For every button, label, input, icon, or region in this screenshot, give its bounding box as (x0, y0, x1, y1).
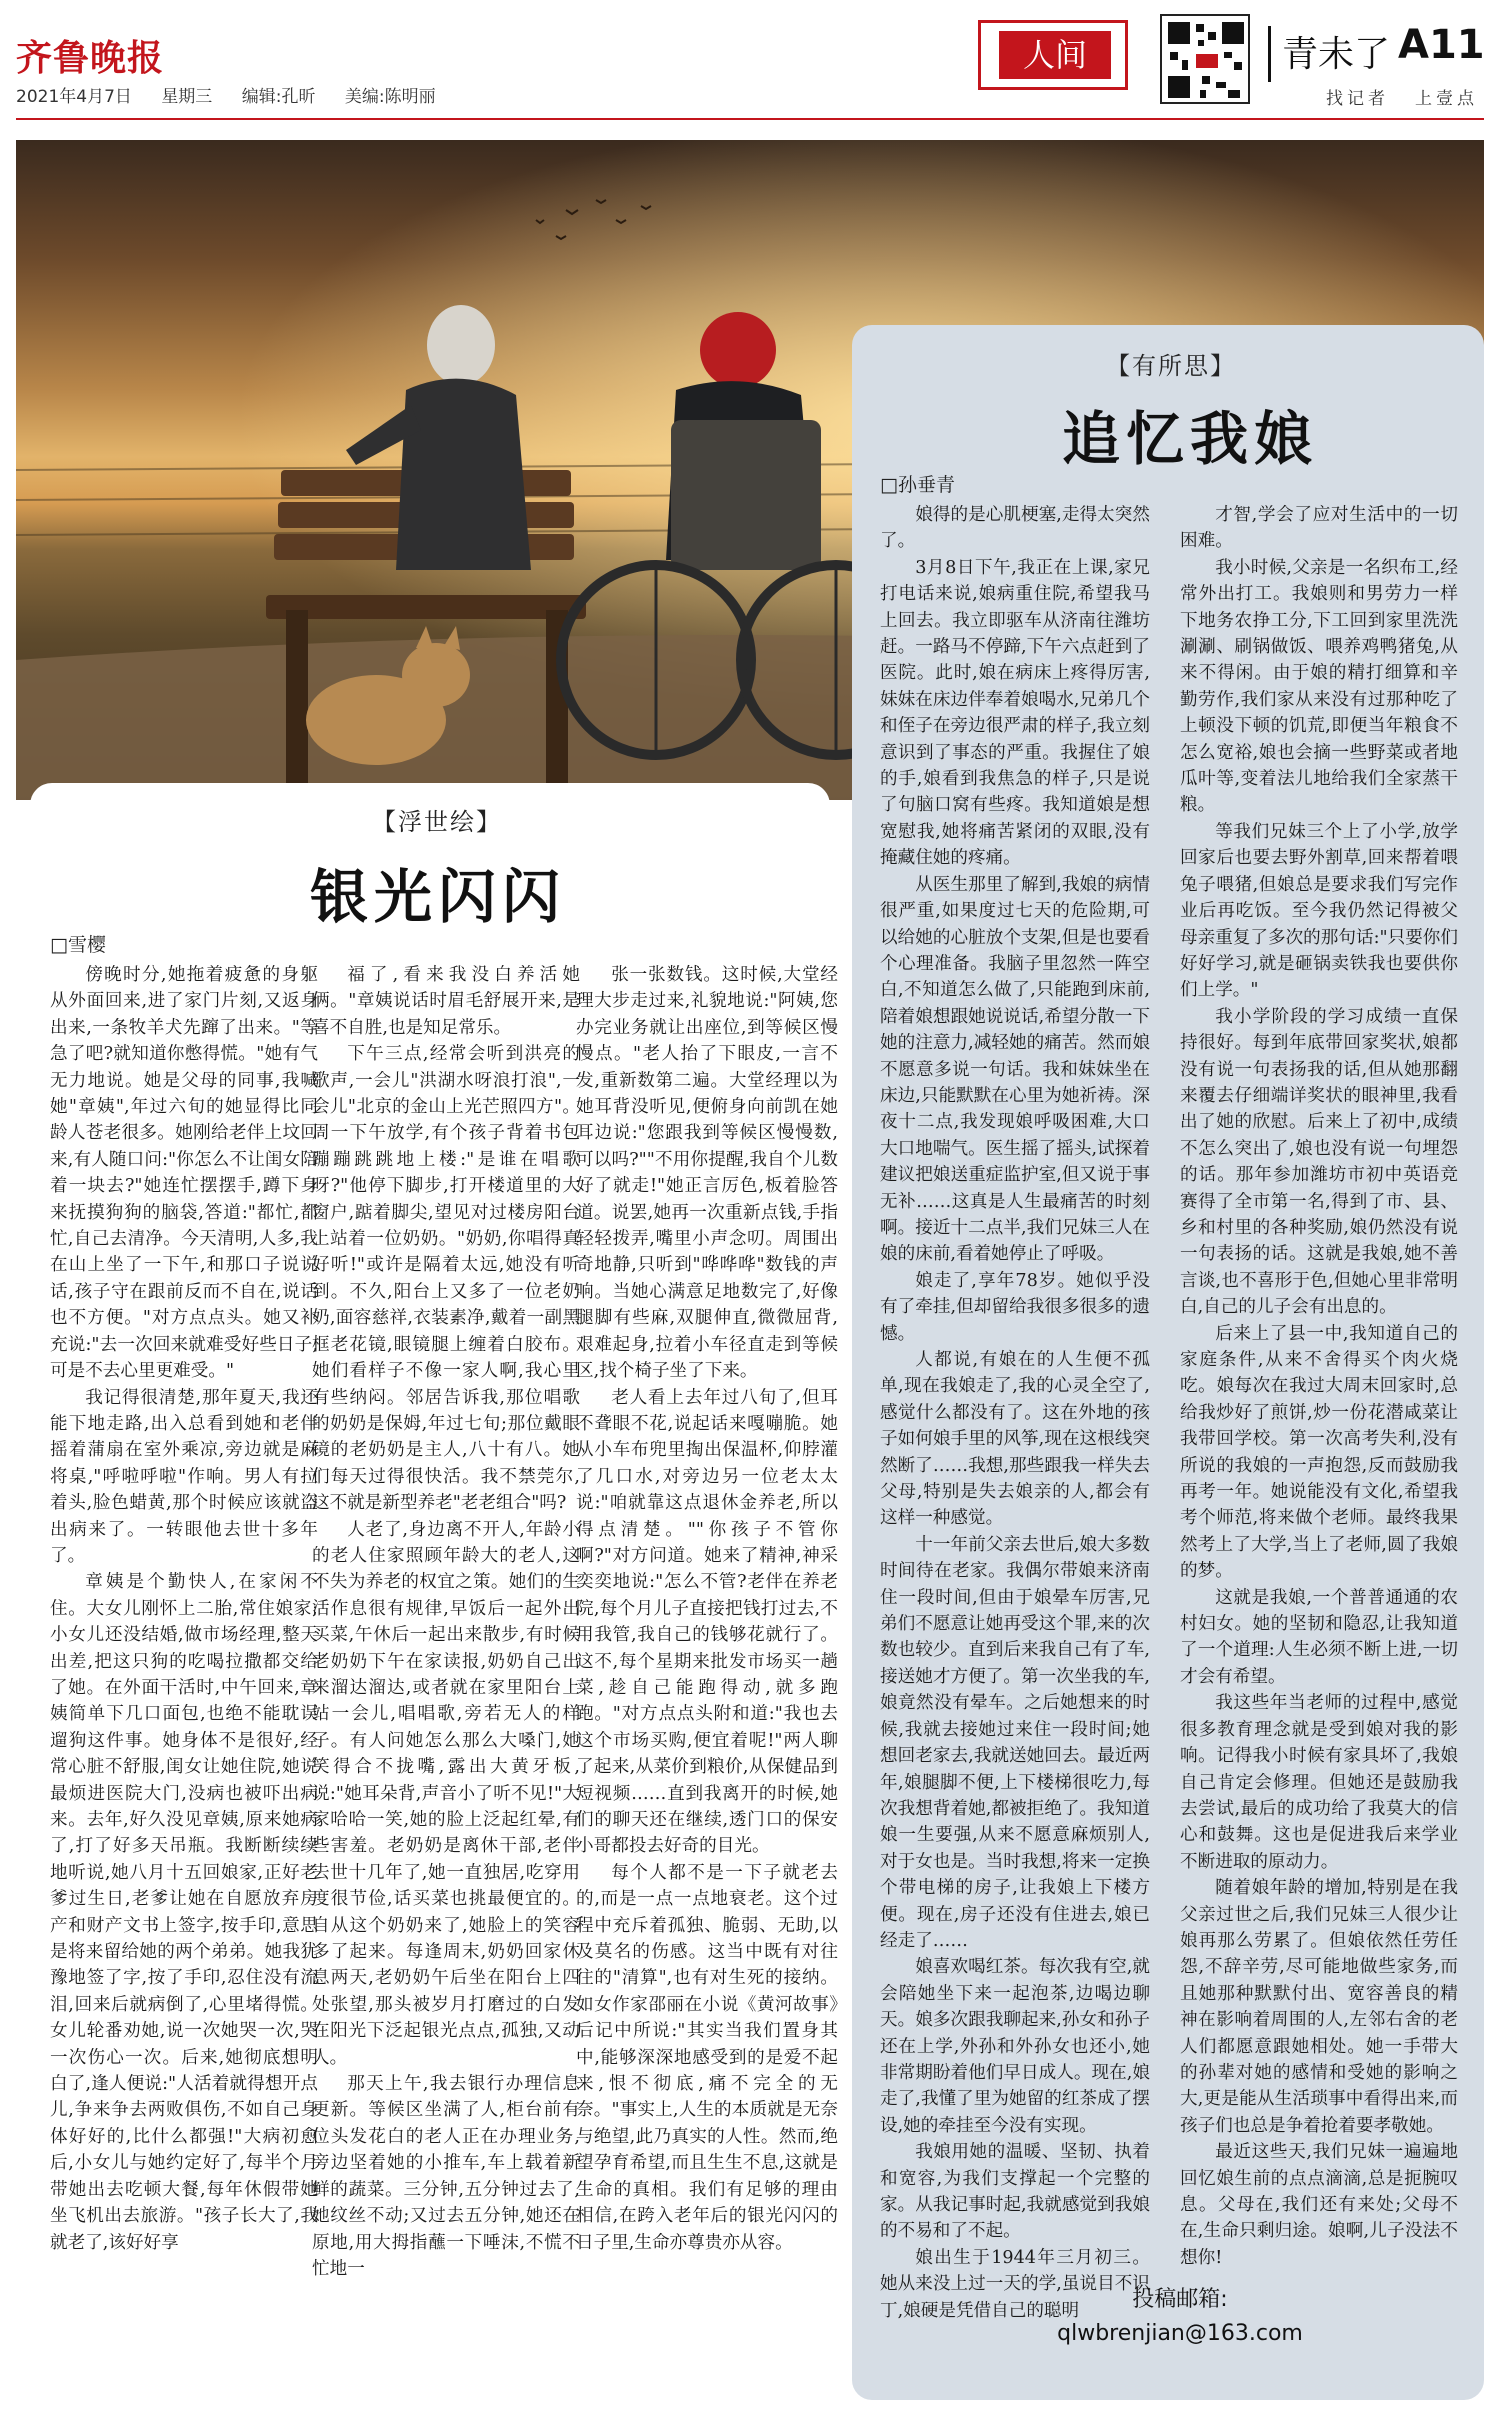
article-right-column-1 (880, 502, 1150, 2321)
header-vertical-rule (1268, 26, 1271, 82)
article-paragraph: 张一张数钱。这时候,大堂经理大步走过来,礼貌地说:"阿姨,您办完业务就让出座位,到等候区慢慢点。"老人抬了下眼皮,一言不发,重新数第二遍。大堂经理以为她耳背没听见,便俯身向前凯在她耳边说:"您跟我到等候区慢慢数,可以吗?""不用你提醒,我自个儿数好了就走!"她正言厉色,板着脸答道。说罢,她再一次重新点钱,手指轻轻拨弄,嘴里小声念叨。周围出奇地静,只听到"哗哗哗"数钱的声响。当她心满意足地数完了,好像腿脚有些麻,双腿伸直,微微屈背,艰难起身,拉着小车径直走到等候区,找个椅子坐了下来。 (576, 965, 838, 1382)
article-paragraph: 章姨是个勤快人,在家闲不住。大女儿刚怀上二胎,常住娘家;小女儿还没结婚,做市场经理,整天出差,把这只狗的吃喝拉撒都交给了她。在外面干活时,中午回来,章姨简单下几口面包,也绝不能耽误遛狗这件事。她身体不是很好,经常心脏不舒服,闺女让她住院,她说最烦进医院大门,没病也被吓出病来。去年,好久没见章姨,原来她病了,打了好多天吊瓶。我断断续续地听说,她八月十五回娘家,正好老爹过生日,老爹让她在自愿放弃房产和财产文书上签字,按手印,意思是将来留给她的两个弟弟。她我犹豫地签了字,按了手印,忍住没有流泪,回来后就病倒了,心里堵得慌。女儿轮番劝她,说一次她哭一次,哭一次伤心一次。后来,她彻底想明白了,逢人便说:"人活着就得想开点儿,争来争去两败俱伤,不如自己身体好好的,比什么都强!"大病初愈后,小女儿与她约定好了,每半个月带她出去吃顿大餐,每年休假带她坐飞机出去旅游。"孩子长大了,我就老了,该好好享 (50, 1572, 318, 2253)
article-right-column-2 (1180, 502, 1458, 2267)
article-right-byline: □孙垂青 (880, 474, 955, 496)
issue-weekday: 星期三 (161, 87, 213, 107)
article-paragraph: 从医生那里了解到,我娘的病情很严重,如果度过七天的危险期,可以给她的心脏放个支架,但是也要看个心理准备。我脑子里忽然一阵空白,不知道怎么做了,只能跑到床前,陪着娘想跟她说说话,希望分散一下她的注意力,减轻她的痛苦。然而娘不愿意多说一句话。我和妹妹坐在床边,只能默默在心里为她祈祷。深夜十二点,我发现娘呼吸困难,大口大口地喘气。医生摇了摇头,试探着建议把娘送重症监护室,但又说于事无补……这真是人生最痛苦的时刻啊。接近十二点半,我们兄妹三人在娘的床前,看着她停止了呼吸。 (880, 874, 1150, 1265)
issue-date: 2021年4月7日 (16, 87, 132, 107)
reporter-label: 找记者 (1326, 89, 1389, 109)
article-paragraph: 我娘用她的温暖、坚韧、执着和宽容,为我们支撑起一个完整的家。从我记事时起,我就感觉到我娘的不易和了不起。 (880, 2142, 1150, 2242)
article-paragraph: 这就是我娘,一个普普通通的农村妇女。她的坚韧和隐忍,让我知道了一个道理:人生必须不断上进,一切才会有希望。 (1180, 1587, 1458, 1687)
qr-code-icon (1160, 14, 1250, 104)
article-left-kicker: 【浮世绘】 (372, 808, 502, 836)
article-paragraph: 随着娘年龄的增加,特别是在我父亲过世之后,我们兄妹三人很少让娘再那么劳累了。但娘依然任劳任怨,不辞辛劳,尽可能地做些家务,而且她那种默默付出、宽容善良的精神在影响着周围的人,左邻右舍的老人们都愿意跟她相处。她一手带大的孙辈对她的感情和受她的影响之大,更是能从生活琐事中看得出来,而孩子们也总是争着抢着要孝敬她。 (1180, 1878, 1458, 2136)
reporter-action: 上壹点 (1415, 89, 1478, 109)
article-left-headline: 银光闪闪 (310, 863, 567, 931)
article-paragraph: 娘得的是心肌梗塞,走得太突然了。 (880, 505, 1150, 552)
article-paragraph: 每个人都不是一下子就老去的,而是一点一点地衰老。这个过程中充斥着孤独、脆弱、无助,以及莫名的伤感。这当中既有对往往的"清算",也有对生死的接纳。如女作家邵丽在小说《黄河故事》后记中所说:"其实当我们置身其中,能够深深地感受到的是爱不起来,恨不彻底,痛不完全的无奈。"事实上,人生的本质就是无奈与绝望,此乃真实的人性。然而,绝望孕育希望,而且生生不息,这就是生命的真相。我们有足够的理由相信,在跨入老年后的银光闪闪的日子里,生命亦尊贵亦从容。 (576, 1862, 838, 2253)
article-paragraph: 下午三点,经常会听到洪亮的歌声,一会儿"洪湖水呀浪打浪",一会儿"北京的金山上光芒照四方"。周一下午放学,有个孩子背着书包蹦蹦跳跳地上楼:"是谁在唱歌呀?"他停下脚步,打开楼道里的大窗户,踮着脚尖,望见对过楼房阳台上站着一位奶奶。"奶奶,你唱得真好听!"或许是隔着太远,她没有听到。不久,阳台上又多了一位老奶奶,面容慈祥,衣装素净,戴着一副黑框老花镜,眼镜腿上缠着白胶布。她们看样子不像一家人啊,我心里有些纳闷。邻居告诉我,那位唱歌的奶奶是保姆,年过七旬;那位戴眼镜的老奶奶是主人,八十有八。她们每天过得很快活。我不禁莞尔,这不就是新型养老"老老组合"吗? (312, 1044, 580, 1514)
article-paragraph: 那天上午,我去银行办理信息更新。等候区坐满了人,柜台前有位头发花白的老人正在办理业务,旁边坚着她的小推车,车上载着新鲜的蔬菜。三分钟,五分钟过去了,她纹丝不动;又过去五分钟,她还在原地,用大拇指蘸一下唾沫,不慌不忙地一 (312, 2074, 580, 2279)
page-name: 青未了 (1282, 34, 1391, 75)
article-paragraph: 我小时候,父亲是一名织布工,经常外出打工。我娘则和男劳力一样下地务农挣工分,下工回到家里洗洗涮涮、刷锅做饭、喂养鸡鸭猪兔,从来不得闲。由于娘的精打细算和辛勤劳作,我们家从来没有过那种吃了上顿没下顿的饥荒,即便当年粮食不怎么宽裕,娘也会摘一些野菜或者地瓜叶等,变着法儿地给我们全家蒸干粮。 (1180, 557, 1458, 816)
article-left-column-1 (50, 962, 318, 2402)
article-paragraph: 十一年前父亲去世后,娘大多数时间待在老家。我偶尔带娘来济南住一段时间,但由于娘晕车厉害,兄弟们不愿意让她再受这个罪,来的次数也较少。直到后来我自己有了车,接送她才方便了。第一次坐我的车,娘竟然没有晕车。之后她想来的时候,我就去接她过来住一段时间;她想回老家去,我就送她回去。最近两年,娘腿脚不便,上下楼梯很吃力,每次我想背着她,都被拒绝了。我知道娘一生要强,从来不愿意麻烦别人,对于女也是。当时我想,将来一定换个带电梯的房子,让我娘上下楼方便。现在,房子还没有住进去,娘已经走了…… (880, 1534, 1150, 1951)
submission-email[interactable]: qlwbrenjian@163.com (1057, 2321, 1303, 2346)
header-divider (16, 118, 1484, 120)
reporter-hotline (1300, 84, 1478, 109)
designer-credit: 美编:陈明丽 (344, 87, 436, 107)
article-paragraph: 傍晚时分,她拖着疲惫的身躯从外面回来,进了家门片刻,又返身出来,一条牧羊犬先蹿了出来。"等急了吧?就知道你憋得慌。"她有气无力地说。她是父母的同事,我喊她"章姨",年过六旬的她显得比同龄人苍老很多。她刚给老伴上坟回来,有人随口问:"你怎么不让闺女陪着一块去?"她连忙摆摆手,蹲下身来抚摸狗狗的脑袋,答道:"都忙,都忙,自己去清净。今天清明,人多,我在山上坐了一下午,和那口子说说话,孩子守在跟前反而不自在,说话也不方便。"对方点点头。她又补充说:"去一次回来就难受好些日子,可是不去心里更难受。" (50, 965, 318, 1382)
submission-label: 投稿邮箱: (1132, 2287, 1228, 2312)
article-paragraph: 人都说,有娘在的人生便不孤单,现在我娘走了,我的心灵全空了,感觉什么都没有了。这在外地的孩子如何娘手里的风筝,现在这根线突然断了……我想,那些跟我一样失去父母,特别是失去娘亲的人,都会有这样一种感觉。 (880, 1350, 1150, 1529)
page-number: A11 (1398, 22, 1485, 68)
article-paragraph: 后来上了县一中,我知道自己的家庭条件,从来不舍得买个肉火烧吃。娘每次在我过大周末回家时,总给我炒好了煎饼,炒一份花潜咸菜让我带回学校。第一次高考失利,没有所说的我娘的一声抱怨,反而鼓励我再考一年。她说能没有文化,希望我考个师范,将来做个老师。最终我果然考上了大学,当上了老师,圆了我娘的梦。 (1180, 1323, 1458, 1582)
article-paragraph: 福了,看来我没白养活她俩。"章姨说话时眉毛舒展开来,是喜不自胜,也是知足常乐。 (312, 965, 580, 1038)
qr-brand-mark (1196, 54, 1218, 68)
article-left-column-2 (312, 962, 580, 2402)
section-tag (978, 20, 1128, 90)
article-paragraph: 我小学阶段的学习成绩一直保持很好。每到年底带回家奖状,娘都没有说一句表扬我的话,但从她那翻来覆去仔细端详奖状的眼神里,我看出了她的欣慰。后来上了初中,成绩不怎么突出了,娘也没有说一句埋怨的话。那年参加潍坊市初中英语竞赛得了全市第一名,得到了市、县、乡和村里的各种奖励,娘仍然没有说一句表扬的话。这就是我娘,她不善言谈,也不喜形于色,但她心里非常明白,自己的儿子会有出息的。 (1180, 1006, 1458, 1318)
article-right-headline: 追忆我娘 (1062, 405, 1319, 473)
newspaper-masthead: 齐鲁晚报 (16, 37, 165, 79)
article-paragraph: 等我们兄妹三个上了小学,放学回家后也要去野外割草,回来帮着喂兔子喂猪,但娘总是要求我们写完作业后再吃饭。至今我仍然记得被父母亲重复了多次的那句话:"只要你们好好学习,就是砸锅卖铁我也要供你们上学。" (1180, 821, 1458, 1001)
article-left-byline: □雪樱 (50, 934, 106, 956)
article-right-kicker: 【有所思】 (1106, 352, 1236, 380)
article-paragraph: 最近这些天,我们兄妹一遍遍地回忆娘生前的点点滴滴,总是扼腕叹息。父母在,我们还有来处;父母不在,生命只剩归途。娘啊,儿子没法不想你! (1180, 2142, 1458, 2268)
article-paragraph: 才智,学会了应对生活中的一切困难。 (1180, 505, 1458, 552)
section-name: 人间 (999, 31, 1111, 79)
article-paragraph: 我这些年当老师的过程中,感觉很多教育理念就是受到娘对我的影响。记得我小时候有家具坏了,我娘自己肯定会修理。但她还是鼓励我去尝试,最后的成功给了我莫大的信心和鼓舞。这也是促进我后来学业不断进取的原动力。 (1180, 1693, 1458, 1872)
article-left-column-3 (576, 962, 838, 2402)
article-paragraph: 老人看上去年过八旬了,但耳不聋眼不花,说起话来嘎嘣脆。她从小车布兜里掏出保温杯,仰脖灌了几口水,对旁边另一位老太太说:"咱就靠这点退休金养老,所以得点清楚。""你孩子不管你啊?"对方问道。她来了精神,神采奕奕地说:"怎么不管?老伴在养老院,每个月儿子直接把钱打过去,不用我管,我自己的钱够花就行了。这不,每个星期来批发市场买一趟菜,趁自己能跑得动,就多跑跑。"对方点点头附和道:"我也去这个市场买购,便宜着呢!"两人聊了起来,从菜价到粮价,从保健品到短视频……直到我离开的时候,她们的聊天还在继续,透门口的保安小哥都投去好奇的目光。 (576, 1387, 838, 1857)
article-paragraph: 人老了,身边离不开人,年龄小的老人住家照顾年龄大的老人,这不失为养老的权宜之策。她们的生活作息很有规律,早饭后一起外出买菜,午休后一起出来散步,有时候老奶奶下午在家读报,奶奶自己出来溜达溜达,或者就在家里阳台上站一会儿,唱唱歌,旁若无人的样子。有人问她怎么那么大嗓门,她笑得合不拢嘴,露出大黄牙板,说:"她耳朵背,声音小了听不见!"大家哈哈一笑,她的脸上泛起红晕,有些害羞。老奶奶是离休干部,老伴去世十几年了,她一直独居,吃穿用度很节俭,话买菜也挑最便宜的。自从这个奶奶来了,她脸上的笑容多了起来。每逢周末,奶奶回家休息两天,老奶奶午后坐在阳台上四处张望,那头被岁月打磨过的白发在阳光下泛起银光点点,孤独,又动人。 (312, 1519, 580, 2068)
article-paragraph: 3月8日下午,我正在上课,家兄打电话来说,娘病重住院,希望我马上回去。我立即驱车从济南往潍坊赶。一路马不停蹄,下午六点赶到了医院。此时,娘在病床上疼得厉害,妹妹在床边伴奉着娘喝水,兄弟几个和侄子在旁边很严肃的样子,我立刻意识到了事态的严重。我握住了娘的手,娘看到我焦急的样子,只是说了句脑口窝有些疼。我知道娘是想宽慰我,她将痛苦紧闭的双眼,没有掩藏住她的疼痛。 (880, 557, 1150, 869)
article-paragraph: 娘喜欢喝红茶。每次我有空,就会陪她坐下来一起泡茶,边喝边聊天。娘多次跟我聊起来,孙女和孙子还在上学,外孙和外孙女也还小,她非常期盼着他们早日成人。现在,娘走了,我懂了里为她留的红茶成了摆设,她的牵挂至今没有实现。 (880, 1957, 1150, 2136)
article-paragraph: 娘走了,享年78岁。她似乎没有了牵挂,但却留给我很多很多的遗憾。 (880, 1270, 1150, 1344)
dateline (16, 82, 454, 107)
submission-box (1020, 2283, 1340, 2351)
editor-credit: 编辑:孔昕 (241, 87, 316, 107)
article-paragraph: 我记得很清楚,那年夏天,我还能下地走路,出入总看到她和老伴摇着蒲扇在室外乘凉,旁边就是麻将桌,"呼啦呼啦"作响。男人有拉着头,脸色蜡黄,那个时候应该就盗出病来了。一转眼他去世十多年了。 (50, 1387, 318, 1566)
article-paragraph: 娘出生于1944年三月初三。她从来没上过一天的学,虽说目不识丁,娘硬是凭借自己的聪明 (880, 2247, 1150, 2321)
